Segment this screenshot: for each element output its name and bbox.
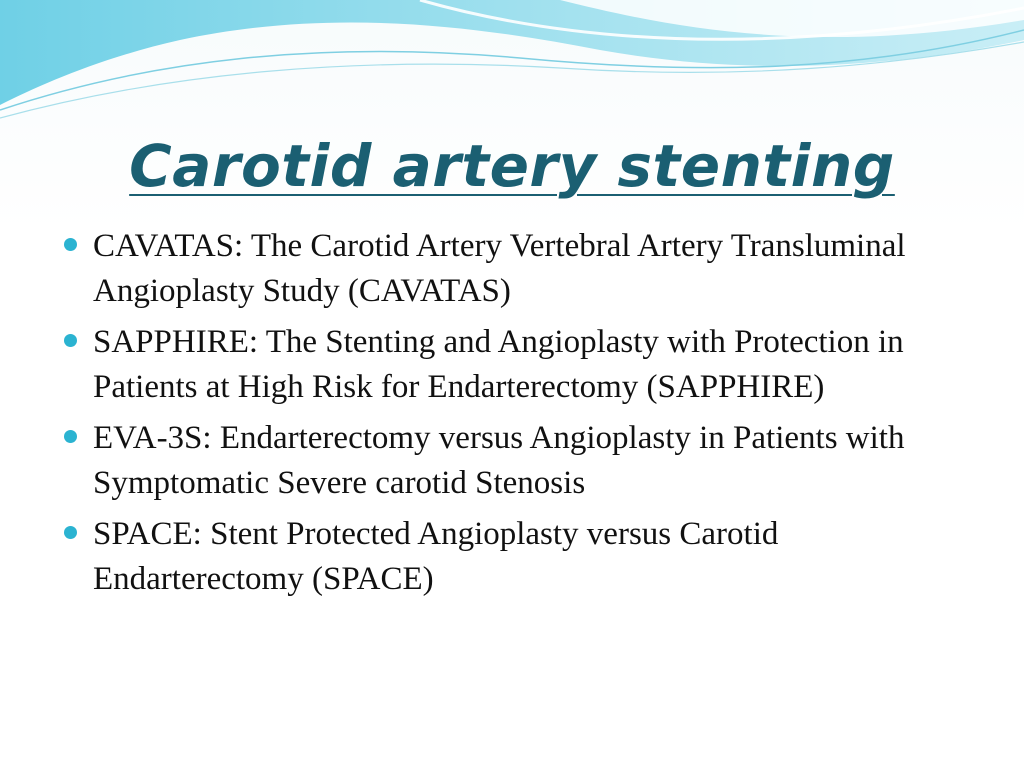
header-wave-decoration — [0, 0, 1024, 130]
bullet-list — [64, 224, 974, 608]
bullet-text: CAVATAS: The Carotid Artery Vertebral Artery Transluminal Angioplasty Study (CAVATAS) — [93, 228, 906, 309]
bullet-text: EVA-3S: Endarterectomy versus Angioplasty in Patients with Symptomatic Severe carotid Stenosis — [93, 420, 905, 501]
bullet-dot-icon — [64, 430, 77, 443]
bullet-item-cavatas — [64, 224, 974, 314]
bullet-text: SAPPHIRE: The Stenting and Angioplasty with Protection in Patients at High Risk for Endarterectomy (SAPPHIRE) — [93, 324, 904, 405]
bullet-item-space — [64, 512, 974, 602]
bullet-text: SPACE: Stent Protected Angioplasty versus Carotid Endarterectomy (SPACE) — [93, 516, 779, 597]
bullet-item-sapphire — [64, 320, 974, 410]
bullet-dot-icon — [64, 238, 77, 251]
bullet-dot-icon — [64, 334, 77, 347]
bullet-dot-icon — [64, 526, 77, 539]
slide-title: Carotid artery stenting — [129, 132, 895, 200]
bullet-item-eva-3s — [64, 416, 974, 506]
